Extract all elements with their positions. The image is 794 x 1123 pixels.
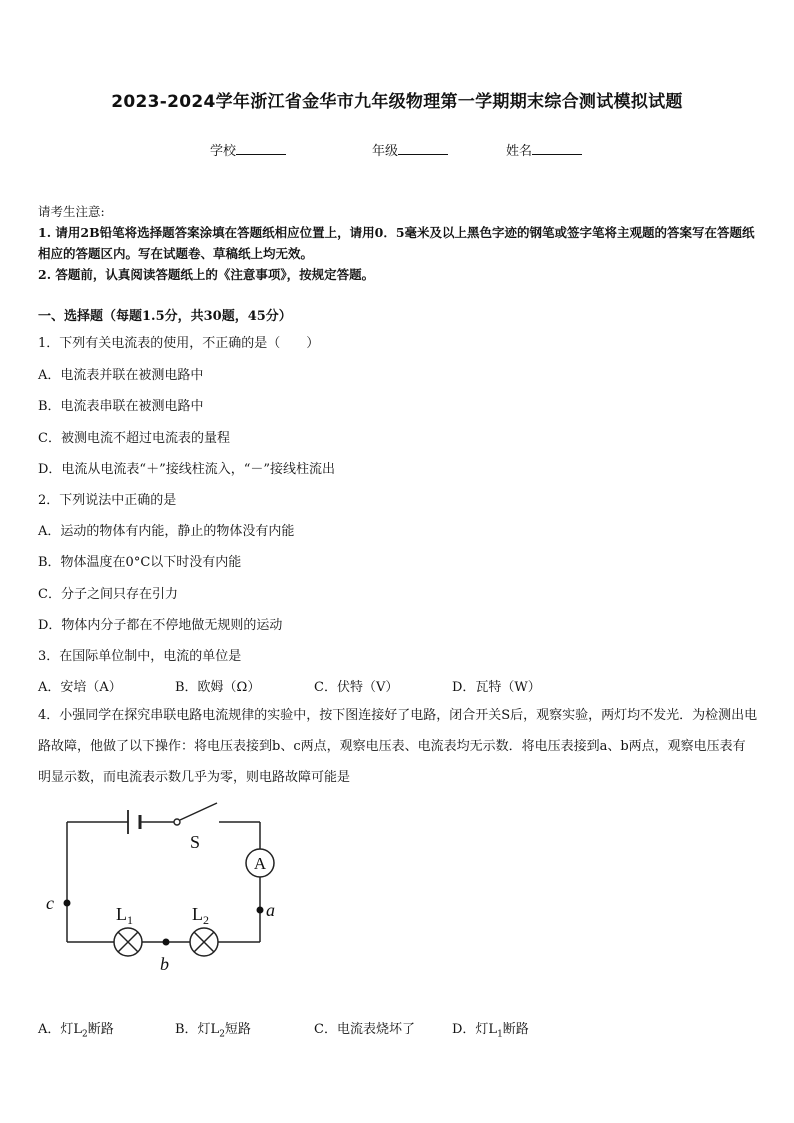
switch-label: S xyxy=(190,832,201,852)
notice-heading: 请考生注意: xyxy=(38,204,105,219)
notice-block xyxy=(38,201,758,285)
exam-title: 2023-2024学年浙江省金华市九年级物理第一学期期末综合测试模拟试题 xyxy=(111,92,683,112)
grade-field xyxy=(372,140,448,159)
q1-option-d: D．电流从电流表“＋”接线柱流入，“－”接线柱流出 xyxy=(38,462,336,477)
point-b-label: b xyxy=(160,954,169,974)
point-a-label: a xyxy=(266,900,275,920)
q3-stem: 3．在国际单位制中，电流的单位是 xyxy=(38,649,242,664)
name-blank xyxy=(532,142,582,155)
q1-option-a: A．电流表并联在被测电路中 xyxy=(38,368,204,383)
q3-option-b: B．欧姆（Ω） xyxy=(175,680,261,695)
point-a-dot xyxy=(257,907,264,914)
grade-blank xyxy=(398,142,448,155)
q2-option-b: B．物体温度在0°C以下时没有内能 xyxy=(38,555,242,570)
point-b-dot xyxy=(163,939,170,946)
q3-option-a: A．安培（A） xyxy=(38,680,122,695)
point-c-label: c xyxy=(46,893,54,913)
lamp-1-symbol xyxy=(114,928,142,956)
q3-options xyxy=(38,676,758,696)
name-label: 姓名 xyxy=(506,144,533,159)
school-field xyxy=(210,140,286,159)
lamp-2-label: $L_2$ xyxy=(192,904,209,927)
school-blank xyxy=(236,142,286,155)
q4-option-c: C．电流表烧坏了 xyxy=(314,1022,415,1037)
lamp-2-symbol xyxy=(190,928,218,956)
q4-option-a: A．灯$L_2$断路 xyxy=(38,1022,114,1040)
notice-item-1: 1. 请用2B铅笔将选择题答案涂填在答题纸相应位置上，请用0．5毫米及以上黑色字迹的钢笔或签字笔将主观题的答案写在答题纸相应的答题区内。写在试题卷、草稿纸上均无效。 xyxy=(38,225,755,261)
grade-label: 年级 xyxy=(372,144,399,159)
school-label: 学校 xyxy=(210,144,237,159)
q3-option-d: D．瓦特（W） xyxy=(452,680,541,695)
q4-option-b: B．灯$L_2$短路 xyxy=(175,1022,251,1040)
q1-option-b: B．电流表串联在被测电路中 xyxy=(38,399,204,414)
circuit-diagram xyxy=(40,800,300,980)
ammeter-label: A xyxy=(253,854,267,873)
switch-contact xyxy=(174,819,180,825)
lamp-1-label: $L_1$ xyxy=(116,904,133,927)
q1-option-c: C．被测电流不超过电流表的量程 xyxy=(38,431,230,446)
switch-blade xyxy=(180,803,217,820)
q4-option-d: D．灯$L_1$断路 xyxy=(452,1022,529,1040)
q2-option-a: A．运动的物体有内能，静止的物体没有内能 xyxy=(38,524,295,539)
q3-option-c: C．伏特（V） xyxy=(314,680,399,695)
notice-item-2: 2. 答题前，认真阅读答题纸上的《注意事项》，按规定答题。 xyxy=(38,267,375,282)
point-c-dot xyxy=(64,900,71,907)
name-field xyxy=(506,140,582,159)
q2-option-d: D．物体内分子都在不停地做无规则的运动 xyxy=(38,618,283,633)
q1-stem: 1．下列有关电流表的使用，不正确的是（ ） xyxy=(38,336,320,351)
q2-option-c: C．分子之间只存在引力 xyxy=(38,587,178,602)
q4-options xyxy=(38,1018,758,1038)
q2-stem: 2．下列说法中正确的是 xyxy=(38,493,177,508)
section-title: 一、选择题（每题1.5分，共30题，45分） xyxy=(38,309,292,324)
q4-stem: 4．小强同学在探究串联电路电流规律的实验中，按下图连接好了电路，闭合开关S后，观察实验，两灯均不发光．为检测出电路故障，他做了以下操作：将电压表接到b、c两点，观察电压表、电流表均无示数．将电压表接到a、b两点，观察电压表有明显示数，而电流表示数几乎为零，则电路故障可能是 xyxy=(38,708,758,785)
